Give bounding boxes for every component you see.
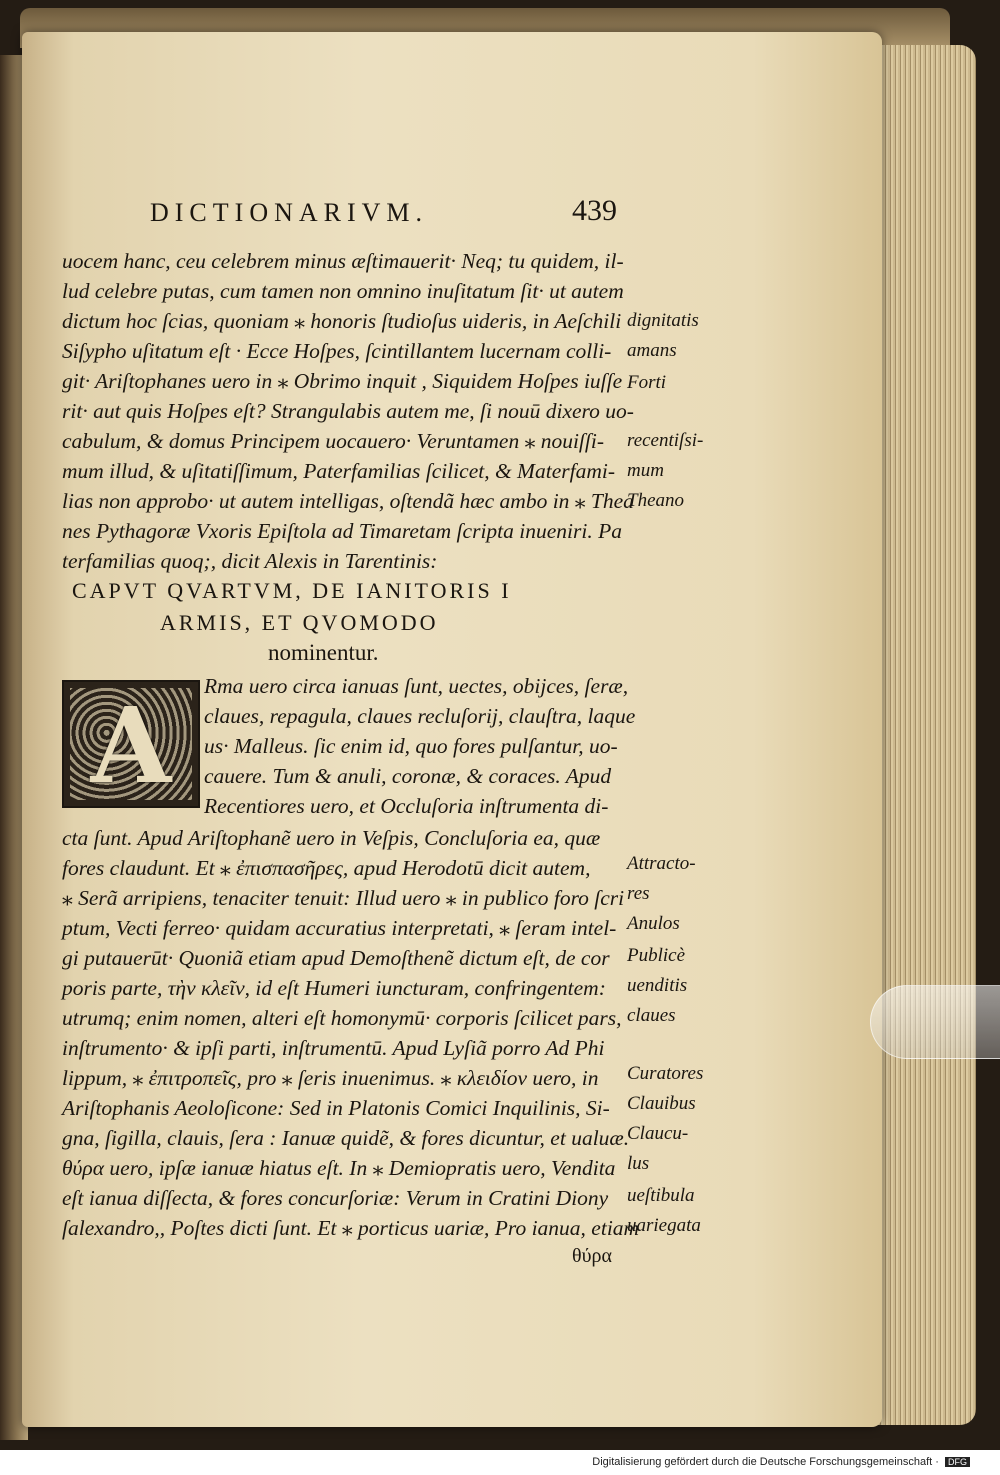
text-line: mum illud, & uſitatiſſimum, Paterfamilias ſcilicet, & Materfami- [62,459,615,483]
margin-note: Attracto- [627,853,696,874]
text-line: ⁎ Serã arripiens, tenaciter tenuit: Illud uero ⁎ in publico foro ſcri [62,886,625,910]
margin-note: mum [627,460,664,481]
chapter-heading-line: nominentur. [268,640,379,665]
text-line: gna, ſigilla, clauis, ſera : Ianuæ quidẽ, & fores dicuntur, et ualuæ. [62,1126,630,1150]
page-number: 439 [572,194,617,227]
text-line: uocem hanc, ceu celebrem minus æſtimauerit· Neq; tu quidem, il- [62,249,624,273]
text-line: cta ſunt. Apud Ariſtophanẽ uero in Veſpis, Concluſoria ea, quæ [62,826,601,850]
margin-note: Theano [627,490,684,511]
page-stack-edges [878,45,976,1425]
dfg-logo: DFG [945,1457,970,1467]
margin-note: lus [627,1153,650,1174]
text-line: gi putauerūt· Quoniã etiam apud Demoſthenẽ dictum eſt, de cor [62,946,610,970]
text-line: nes Pythagoræ Vxoris Epiſtola ad Timaretam ſcripta inueniri. Pa [62,519,622,543]
margin-note: Anulos [627,913,680,934]
margin-note: res [627,883,650,904]
text-line: inſtrumento· & ipſi parti, inſtrumentū. Apud Lyſiã porro Ad Phi [62,1036,605,1060]
text-line: fores claudunt. Et ⁎ ἐπισπασῆρες, apud Herodotū dicit autem, [62,856,591,880]
text-line: git· Ariſtophanes uero in ⁎ Obrimo inquit , Siquidem Hoſpes iuſſe [62,369,623,393]
margin-note: Clauibus [627,1093,696,1114]
text-line: Siſypho uſitatum eſt · Ecce Hoſpes, ſcintillantem lucernam colli- [62,339,612,363]
funding-credit [592,1456,970,1468]
book-clamp [870,985,1000,1059]
initial-letter: A [90,684,172,807]
text-line: Rma uero circa ianuas ſunt, uectes, obijces, ſeræ, [204,674,629,698]
margin-note: amans [627,340,677,361]
margin-note: claues [627,1005,676,1026]
running-head: DICTIONARIVM. [150,198,429,227]
text-line: Recentiores uero, et Occluſoria inſtrumenta di- [204,794,609,818]
text-line: Ariſtophanis Aeoloſicone: Sed in Platonis Comici Inquilinis, Si- [62,1096,610,1120]
decorated-initial [62,680,200,808]
text-line: ptum, Vecti ferreo· quidam accuratius interpretati, ⁎ ſeram intel- [62,916,617,940]
funding-credit-text: Digitalisierung gefördert durch die Deutsche Forschungsgemeinschaft · [592,1456,939,1468]
margin-note: Curatores [627,1063,704,1084]
text-line: cabulum, & domus Principem uocauero· Veruntamen ⁎ nouiſſi- [62,429,605,453]
chapter-heading-line: ARMIS, ET QVOMODO [160,610,439,635]
text-line: us· Malleus. ſic enim id, quo fores pulſantur, uo- [204,734,618,758]
text-line: dictum hoc ſcias, quoniam ⁎ honoris ſtudioſus uideris, in Aeſchili [62,309,622,333]
text-line: poris parte, τὴν κλεῖν, id eſt Humeri iuncturam, confringentem: [62,976,606,1000]
text-line: ſalexandro,, Poſtes dicti ſunt. Et ⁎ porticus uariæ, Pro ianua, etiam [62,1216,640,1240]
text-line: terfamilias quoq;, dicit Alexis in Tarentinis: [62,549,438,573]
text-line: lud celebre putas, cum tamen non omnino inuſitatum ſit· ut autem [62,279,624,303]
catchword: θύρα [572,1245,612,1267]
margin-note: recentiſsi- [627,430,704,451]
text-line: claues, repagula, claues recluſorij, clauſtra, laque [204,704,636,728]
margin-note: uariegata [627,1215,701,1236]
text-line: rit· aut quis Hoſpes eſt? Strangulabis autem me, ſi nouū dixero uo- [62,399,634,423]
text-line: eſt ianua diſſecta, & fores concurſoriæ: Verum in Cratini Diony [62,1186,609,1210]
chapter-heading-line: CAPVT QVARTVM, DE IANITORIS I [72,578,512,603]
text-line: θύρα uero, ipſæ ianuæ hiatus eſt. In ⁎ Demiopratis uero, Vendita [62,1156,616,1180]
text-line: lias non approbo· ut autem intelligas, oſtendã hæc ambo in ⁎ Thea [62,489,634,513]
text-line: lippum, ⁎ ἐπιτροπεῖς, pro ⁎ ſeris inuenimus. ⁎ κλειδίον uero, in [62,1066,599,1090]
margin-note: uenditis [627,975,688,996]
margin-note: Publicè [627,945,686,966]
margin-note: Forti [627,372,667,393]
margin-note: dignitatis [627,310,699,331]
text-line: utrumq; enim nomen, alteri eſt homonymū· corporis ſcilicet pars, [62,1006,622,1030]
margin-note: ueſtibula [627,1185,695,1206]
text-line: cauere. Tum & anuli, coronæ, & coraces. Apud [204,764,612,788]
margin-note: Claucu- [627,1123,689,1144]
